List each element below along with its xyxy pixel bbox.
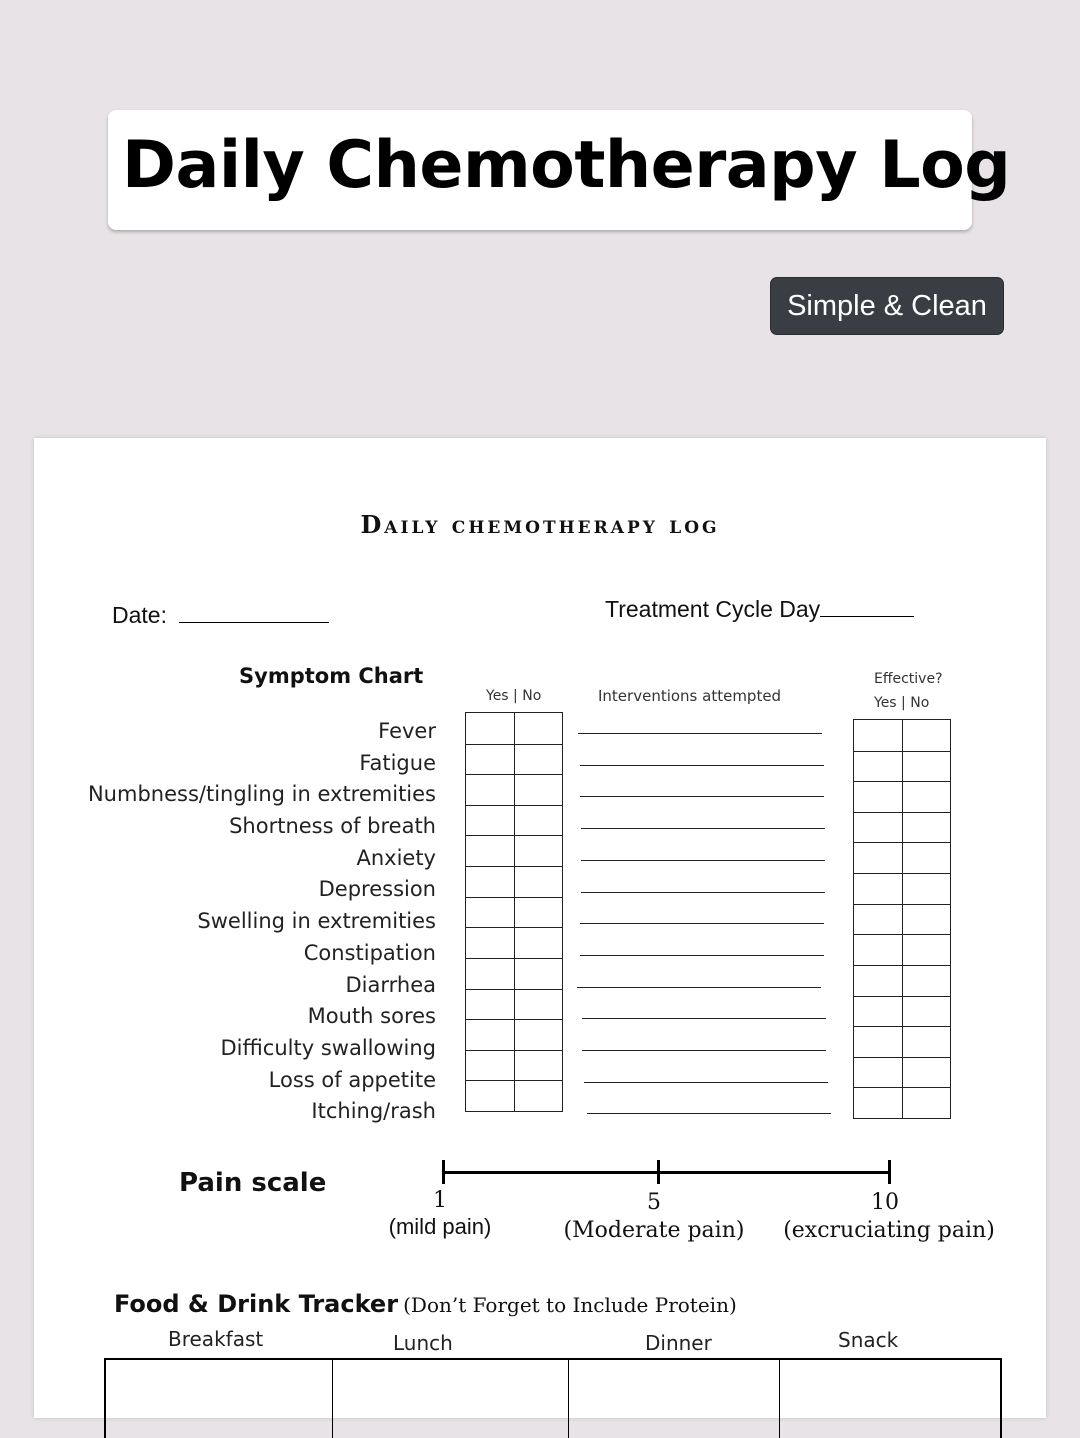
- grid-row-line: [466, 1050, 562, 1051]
- intervention-line[interactable]: [580, 765, 824, 766]
- pain-scale-tick: [657, 1160, 660, 1184]
- grid-row-line: [466, 744, 562, 745]
- intervention-line[interactable]: [578, 733, 822, 734]
- meal-label-snack: Snack: [838, 1328, 899, 1352]
- intervention-line[interactable]: [582, 1050, 826, 1051]
- intervention-line[interactable]: [580, 923, 824, 924]
- pain-scale-label: (Moderate pain): [563, 1218, 745, 1243]
- symptom-label: Anxiety: [356, 845, 436, 870]
- intervention-line[interactable]: [581, 828, 825, 829]
- cycle-day-field: [605, 596, 914, 623]
- symptom-label: Fever: [378, 719, 436, 743]
- grid-row-line: [466, 989, 562, 990]
- grid-divider: [902, 720, 903, 1118]
- food-column-divider: [779, 1360, 780, 1438]
- effective-header: Effective?: [874, 671, 943, 687]
- grid-row-line: [466, 805, 562, 806]
- food-column-divider: [568, 1360, 569, 1438]
- pain-scale-value: 10: [871, 1190, 899, 1215]
- grid-row-line: [854, 842, 950, 843]
- symptom-label: Fatigue: [359, 750, 436, 775]
- symptom-label: Numbness/tingling in extremities: [87, 782, 436, 807]
- grid-divider: [514, 713, 515, 1111]
- grid-row-line: [466, 866, 562, 867]
- food-column-divider: [332, 1360, 333, 1438]
- pain-scale-label: (excruciating pain): [783, 1218, 995, 1243]
- log-sheet: [34, 438, 1046, 1418]
- sheet-title: Daily chemotherapy log: [360, 510, 720, 539]
- symptom-label: Diarrhea: [345, 972, 436, 997]
- symptom-label: Swelling in extremities: [197, 909, 436, 934]
- intervention-line[interactable]: [577, 987, 821, 988]
- symptom-label: Shortness of breath: [229, 814, 436, 839]
- yes-no-checkbox-grid[interactable]: [465, 712, 563, 1112]
- symptom-list: [88, 716, 436, 1128]
- interventions-header: Interventions attempted: [598, 687, 782, 705]
- symptom-label: Constipation: [303, 940, 436, 965]
- intervention-line[interactable]: [580, 955, 824, 956]
- grid-row-line: [466, 774, 562, 775]
- food-tracker-heading-row: [114, 1290, 737, 1318]
- intervention-line[interactable]: [584, 1082, 828, 1083]
- cycle-day-label: Treatment Cycle Day: [605, 596, 821, 622]
- pain-scale-bar[interactable]: [443, 1171, 890, 1174]
- grid-row-line: [466, 927, 562, 928]
- grid-row-line: [466, 897, 562, 898]
- food-tracker-heading: Food & Drink Tracker: [114, 1290, 399, 1318]
- intervention-line[interactable]: [582, 1018, 826, 1019]
- grid-row-line: [466, 958, 562, 959]
- grid-row-line: [466, 1080, 562, 1081]
- grid-row-line: [854, 873, 950, 874]
- grid-row-line: [854, 934, 950, 935]
- grid-row-line: [854, 812, 950, 813]
- symptom-label: Difficulty swallowing: [220, 1035, 436, 1060]
- grid-row-line: [854, 904, 950, 905]
- meal-label-dinner: Dinner: [645, 1331, 712, 1355]
- symptom-chart-heading: Symptom Chart: [239, 664, 424, 688]
- title-card: [108, 110, 1011, 230]
- pain-scale-value: 5: [647, 1190, 661, 1215]
- grid-row-line: [466, 835, 562, 836]
- symptom-label: Itching/rash: [311, 1099, 436, 1124]
- effective-yes-no-header: Yes | No: [874, 695, 930, 711]
- effective-checkbox-grid[interactable]: [853, 719, 951, 1119]
- grid-row-line: [854, 965, 950, 966]
- grid-row-line: [854, 1057, 950, 1058]
- pain-scale-label: (mild pain): [388, 1214, 492, 1239]
- meal-label-lunch: Lunch: [393, 1331, 453, 1355]
- meal-label-breakfast: Breakfast: [168, 1327, 264, 1351]
- symptom-label: Mouth sores: [307, 1004, 436, 1029]
- intervention-line[interactable]: [587, 1113, 831, 1114]
- page-title: Daily Chemotherapy Log: [122, 128, 1011, 203]
- food-tracker-note: (Don’t Forget to Include Protein): [403, 1293, 737, 1317]
- date-label: Date:: [112, 602, 167, 628]
- date-field: [112, 602, 329, 629]
- cycle-day-blank[interactable]: [820, 614, 914, 617]
- symptom-label: Depression: [318, 877, 436, 902]
- intervention-line[interactable]: [581, 892, 825, 893]
- symptom-label: Loss of appetite: [268, 1067, 436, 1092]
- grid-row-line: [854, 781, 950, 782]
- date-blank[interactable]: [179, 620, 329, 623]
- grid-row-line: [854, 996, 950, 997]
- pain-scale-value: 1: [433, 1188, 447, 1213]
- yes-no-header: Yes | No: [486, 688, 542, 704]
- pain-scale-tick: [888, 1160, 891, 1184]
- food-tracker-table[interactable]: [104, 1358, 1002, 1438]
- intervention-line[interactable]: [581, 860, 825, 861]
- grid-row-line: [854, 1026, 950, 1027]
- pain-scale-tick: [442, 1160, 445, 1184]
- pain-scale-heading: Pain scale: [179, 1168, 327, 1198]
- intervention-line[interactable]: [580, 796, 824, 797]
- grid-row-line: [854, 1087, 950, 1088]
- grid-row-line: [854, 751, 950, 752]
- grid-row-line: [466, 1019, 562, 1020]
- style-badge: Simple & Clean: [770, 277, 1004, 335]
